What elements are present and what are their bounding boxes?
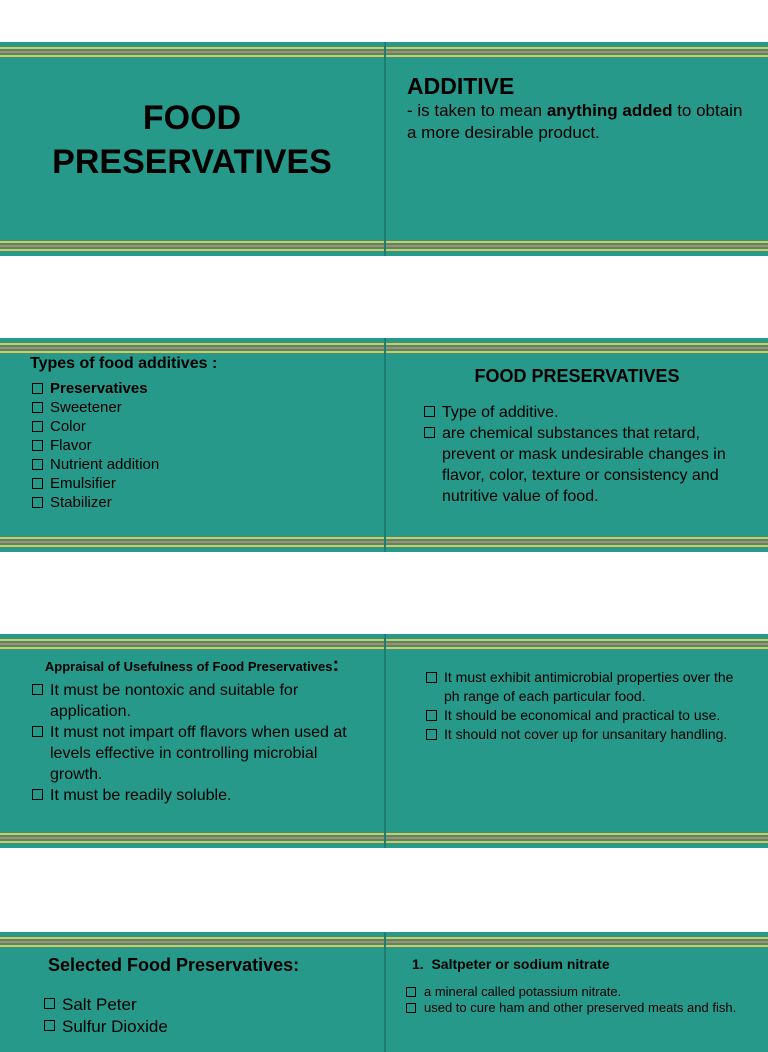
slide-divider [384,932,386,1052]
selected-preservatives-section [48,952,378,1038]
list-item: Preservatives [30,379,370,398]
appraisal-section [30,652,375,806]
appraisal-list [30,680,365,806]
selected-preservatives-list [42,994,378,1038]
saltpeter-section [412,954,742,1016]
additive-types-section [30,353,370,512]
definition-prefix: - is taken to mean [407,101,547,120]
slide-divider [384,42,386,256]
title-line-1: FOOD [142,99,242,137]
checkbox-bullet-icon [426,729,437,740]
checkbox-bullet-icon [426,710,437,721]
checkbox-bullet-icon [32,478,43,489]
list-item: Nutrient addition [30,455,370,474]
slide-1-title [0,96,384,184]
checkbox-bullet-icon [406,1003,416,1013]
list-item: Salt Peter [42,994,378,1016]
additive-definition [407,100,752,144]
checkbox-bullet-icon [406,987,416,997]
list-item: It must not impart off flavors when used at levels effective in controlling microbial growth. [30,722,365,785]
slide-1 [0,42,768,256]
checkbox-bullet-icon [44,998,55,1009]
checkbox-bullet-icon [424,406,435,417]
saltpeter-heading: 1. Saltpeter or sodium nitrate [412,956,610,972]
appraisal-continued-section [424,668,744,744]
list-item: Emulsifier [30,474,370,493]
additive-heading: ADDITIVE [407,73,515,99]
checkbox-bullet-icon [32,440,43,451]
checkbox-bullet-icon [32,421,43,432]
checkbox-bullet-icon [32,684,43,695]
list-item: Flavor [30,436,370,455]
checkbox-bullet-icon [424,427,435,438]
list-item: It should be economical and practical to use. [424,706,744,725]
list-item: used to cure ham and other preserved meats and fish. [404,1000,742,1016]
food-preservatives-list [422,402,732,507]
definition-suffix: to obtain a more desirable product. [407,101,743,142]
checkbox-bullet-icon [426,672,437,683]
checkbox-bullet-icon [44,1020,55,1031]
list-item: It must be readily soluble. [30,785,365,806]
additive-types-heading: Types of food additives : [30,355,218,372]
checkbox-bullet-icon [32,459,43,470]
appraisal-heading-colon: : [332,654,340,676]
list-item: It should not cover up for unsanitary handling. [424,725,744,744]
checkbox-bullet-icon [32,402,43,413]
additive-types-list [30,379,370,512]
checkbox-bullet-icon [32,383,43,394]
list-item: Sweetener [30,398,370,417]
title-line-2: PRESERVATIVES [52,143,332,181]
food-preservatives-heading: FOOD PRESERVATIVES [474,366,680,386]
checkbox-bullet-icon [32,726,43,737]
saltpeter-list [404,984,742,1016]
slide-4 [0,932,768,1052]
slide-2 [0,338,768,552]
checkbox-bullet-icon [32,789,43,800]
definition-bold: anything added [546,101,673,120]
appraisal-heading [42,652,342,680]
list-item: It must exhibit antimicrobial properties over the ph range of each particular food. [424,668,744,706]
list-item: Stabilizer [30,493,370,512]
appraisal-continued-list [424,668,744,744]
list-item: It must be nontoxic and suitable for application. [30,680,365,722]
slide-3 [0,634,768,848]
additive-section [407,72,752,144]
list-item: are chemical substances that retard, prevent or mask undesirable changes in flavor, color, texture or consistency and nutritive value of food. [422,423,732,507]
food-preservatives-section [386,364,768,507]
list-item: Color [30,417,370,436]
checkbox-bullet-icon [32,497,43,508]
appraisal-heading-text: Appraisal of Usefulness of Food Preservatives [44,659,333,674]
slide-divider [384,634,386,848]
list-item: Type of additive. [422,402,732,423]
selected-preservatives-heading: Selected Food Preservatives: [48,955,300,975]
list-item: a mineral called potassium nitrate. [404,984,742,1000]
list-item: Sulfur Dioxide [42,1016,378,1038]
